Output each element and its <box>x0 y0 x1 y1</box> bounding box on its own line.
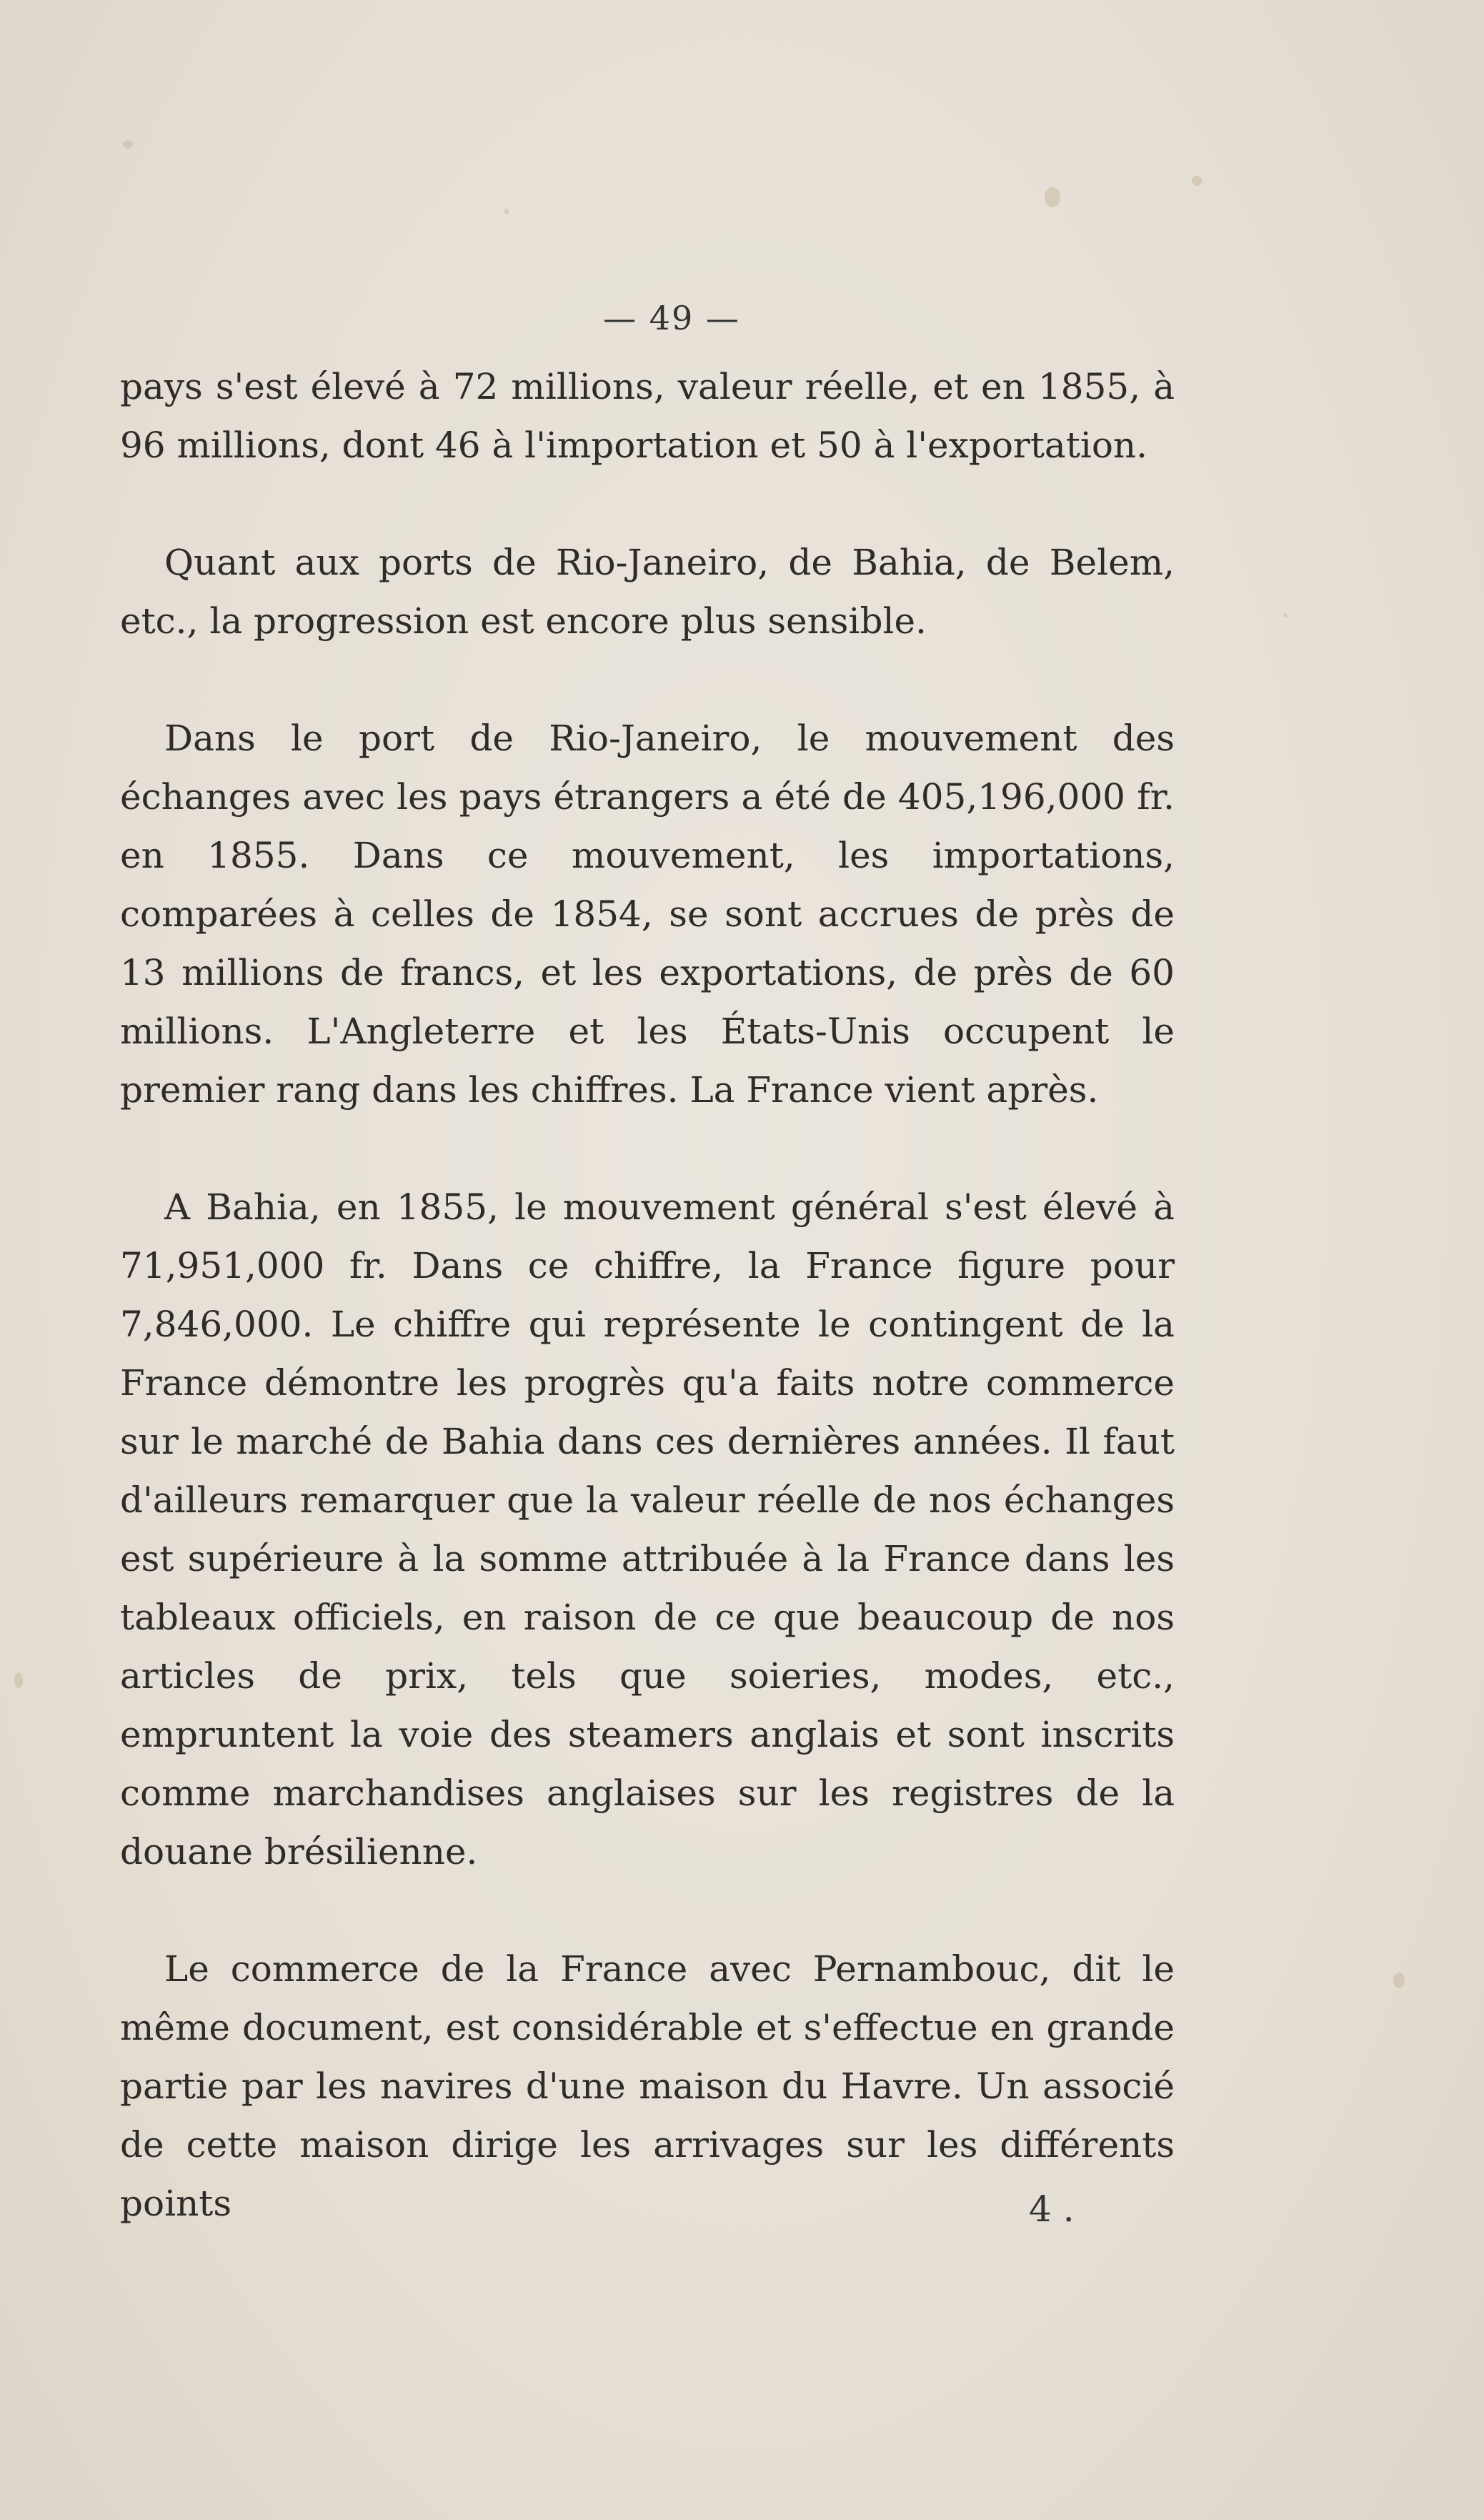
paragraph-1: pays s'est élevé à 72 millions, valeur réelle, et en 1855, à 96 millions, dont 46 à l'importation et 50 à l'exportation. <box>120 366 1175 466</box>
paragraph-2: Quant aux ports de Rio-Janeiro, de Bahia, de Belem, etc., la progression est encore plus sensible. <box>120 542 1175 642</box>
paper-speck <box>14 1672 23 1688</box>
paragraph-4: A Bahia, en 1855, le mouvement général s'est élevé à 71,951,000 fr. Dans ce chiffre, la France figure pour 7,846,000. Le chiffre qui représente le contingent de la France démontre les progrès qu'a faits notre commerce sur le marché de Bahia dans ces dernières années. Il faut d'ailleurs remarquer que la valeur réelle de nos échanges est supérieure à la somme attribuée à la France dans les tableaux officiels, en raison de ce que beaucoup de nos articles de prix, tels que soieries, modes, etc., empruntent la voie des steamers anglais et sont inscrits comme marchandises anglaises sur les registres de la douane brésilienne. <box>120 1186 1175 1872</box>
body-text <box>120 357 1175 2233</box>
paragraph-3: Dans le port de Rio-Janeiro, le mouvement des échanges avec les pays étrangers a été de 405,196,000 fr. en 1855. Dans ce mouvement, les importations, comparées à celles de 1854, se sont accrues de près de 13 millions de francs, et les exportations, de près de 60 millions. L'Angleterre et les États-Unis occupent le premier rang dans les chiffres. La France vient après. <box>120 718 1175 1111</box>
paragraph-5: Le commerce de la France avec Pernambouc, dit le même document, est considérable et s'effectue en grande partie par les navires d'une maison du Havre. Un associé de cette maison dirige les arrivages sur les différents points <box>120 1948 1175 2224</box>
paper-speck <box>123 140 133 149</box>
paper-speck <box>1192 176 1202 186</box>
paper-speck <box>1283 613 1288 617</box>
paper-speck <box>1045 187 1060 207</box>
paper-speck <box>1393 1973 1405 1988</box>
page-number-header: — 49 — <box>603 299 740 337</box>
signature-mark: 4 . <box>1029 2188 1075 2230</box>
paper-speck <box>504 209 509 214</box>
